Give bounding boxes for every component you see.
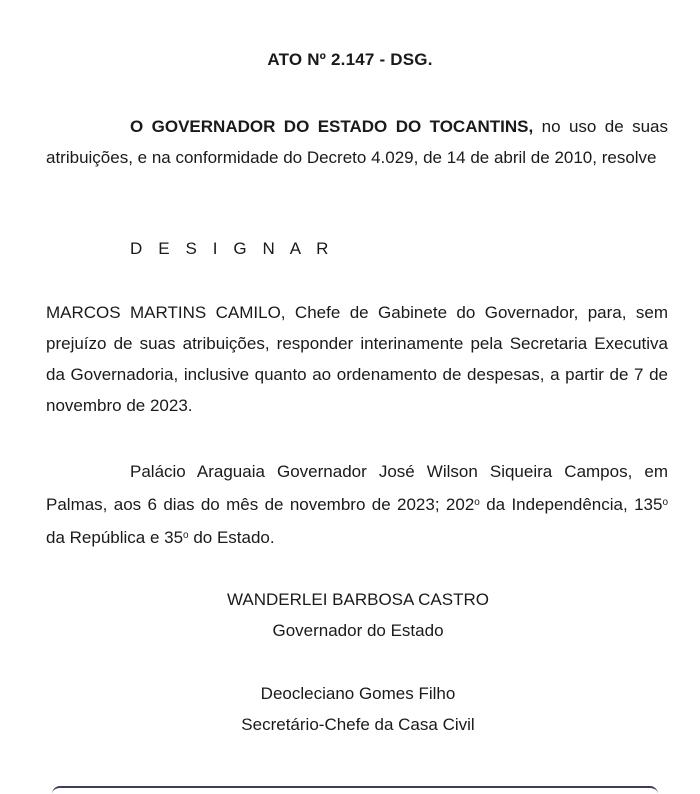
signature-name: Deocleciano Gomes Filho: [260, 684, 456, 703]
body-paragraph: MARCOS MARTINS CAMILO, Chefe de Gabinete do Governador, para, sem prejuízo de suas atribuições, responder interinamente pela Secretaria Executiva da Governadoria, inclusive quanto ao ordenamento de despesas, a partir de 7 de novembro de 2023.: [46, 303, 668, 415]
signature-block-secretary: [0, 678, 700, 740]
authority-text: O GOVERNADOR DO ESTADO DO TOCANTINS,: [130, 117, 534, 136]
preamble-text: no uso de suas atribuições, e na conformidade do Decreto 4.029, de 14 de abril de 2010, resolve: [46, 117, 669, 167]
closing-part-2: da Independência, 135: [479, 495, 663, 514]
signature-role: Governador do Estado: [272, 621, 444, 640]
ordinal-mark: o: [183, 530, 189, 541]
preamble-paragraph: [46, 111, 668, 173]
closing-part-1: Palácio Araguaia Governador José Wilson Siqueira Campos, em Palmas, aos 6 dias do mês de novembro de 2023; 202: [46, 462, 668, 514]
closing-paragraph: [46, 456, 668, 553]
signature-block-governor: [0, 584, 700, 646]
signature-role: Secretário-Chefe da Casa Civil: [241, 715, 475, 734]
closing-part-4: do Estado.: [188, 528, 275, 547]
ordinal-mark: o: [662, 497, 668, 508]
ordinal-mark: o: [474, 497, 480, 508]
page-bottom-border: [52, 786, 658, 794]
action-heading: D E S I G N A R: [130, 239, 334, 258]
closing-part-3: da República e 35: [46, 528, 184, 547]
signature-name: WANDERLEI BARBOSA CASTRO: [227, 590, 489, 609]
document-title: ATO Nº 2.147 - DSG.: [267, 50, 433, 69]
